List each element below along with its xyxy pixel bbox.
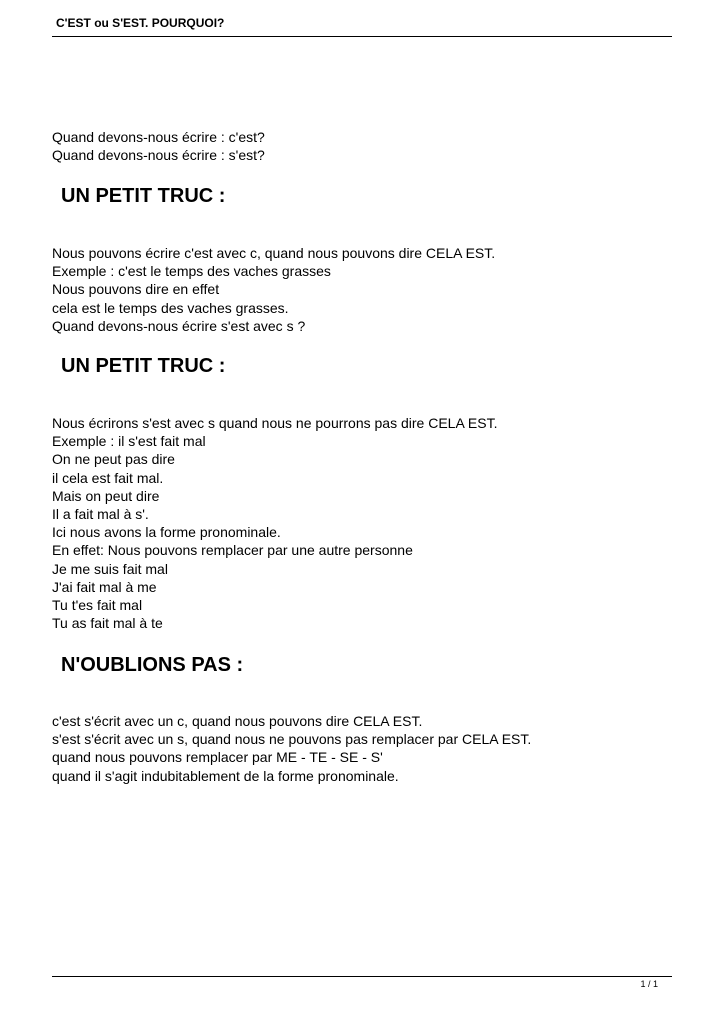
paragraph-line: Il a fait mal à s'. <box>52 506 149 523</box>
paragraph-line: Tu as fait mal à te <box>52 615 163 632</box>
page-number: 1 / 1 <box>640 979 658 989</box>
paragraph-line: Nous pouvons écrire c'est avec c, quand nous pouvons dire CELA EST. <box>52 245 496 261</box>
section2-paragraph <box>52 414 497 632</box>
page-footer <box>52 976 672 989</box>
page-header <box>52 14 672 37</box>
document-title: C'EST ou S'EST. POURQUOI? <box>56 16 225 30</box>
paragraph-line: En effet: Nous pouvons remplacer par une autre personne <box>52 542 413 559</box>
paragraph-line: Quand devons-nous écrire : s'est? <box>52 147 265 164</box>
paragraph-line: Quand devons-nous écrire s'est avec s ? <box>52 317 306 334</box>
section3-paragraph <box>52 712 531 785</box>
paragraph-line: cela est le temps des vaches grasses. <box>52 299 289 316</box>
paragraph-line: il cela est fait mal. <box>52 469 164 486</box>
section1-paragraph <box>52 244 495 335</box>
paragraph-line: s'est s'écrit avec un s, quand nous ne pouvons pas remplacer par CELA EST. <box>52 731 532 748</box>
section-heading-petit-truc-2: UN PETIT TRUC : <box>61 355 226 377</box>
paragraph-line: Exemple : c'est le temps des vaches grasses <box>52 263 331 280</box>
paragraph-line: Mais on peut dire <box>52 487 160 504</box>
paragraph-line: Ici nous avons la forme pronominale. <box>52 524 281 541</box>
intro-paragraph <box>52 128 265 164</box>
section-heading-noublions-pas: N'OUBLIONS PAS : <box>61 654 244 676</box>
paragraph-line: Nous écrirons s'est avec s quand nous ne pourrons pas dire CELA EST. <box>52 415 498 431</box>
paragraph-line: On ne peut pas dire <box>52 451 175 468</box>
paragraph-line: Nous pouvons dire en effet <box>52 281 220 298</box>
section-heading-petit-truc-1: UN PETIT TRUC : <box>61 185 226 207</box>
paragraph-line: c'est s'écrit avec un c, quand nous pouvons dire CELA EST. <box>52 713 423 729</box>
paragraph-line: Exemple : il s'est fait mal <box>52 433 206 450</box>
paragraph-line: quand il s'agit indubitablement de la forme pronominale. <box>52 767 399 784</box>
paragraph-line: quand nous pouvons remplacer par ME - TE - SE - S' <box>52 749 383 766</box>
paragraph-line: J'ai fait mal à me <box>52 578 157 595</box>
paragraph-line: Quand devons-nous écrire : c'est? <box>52 129 265 145</box>
paragraph-line: Tu t'es fait mal <box>52 597 143 614</box>
paragraph-line: Je me suis fait mal <box>52 560 168 577</box>
